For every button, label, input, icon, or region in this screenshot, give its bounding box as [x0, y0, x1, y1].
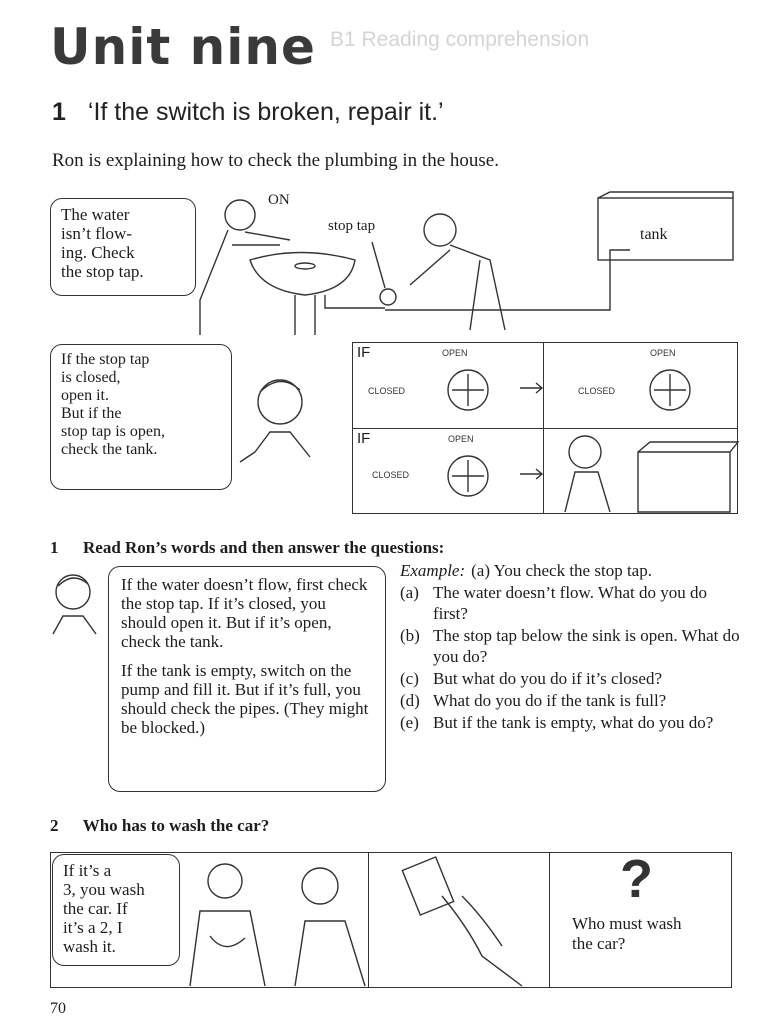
open-label-1: OPEN: [442, 348, 468, 358]
scene1-speech-bubble: The water isn’t flow- ing. Check the stop tap.: [50, 198, 196, 296]
question-row: [400, 625, 740, 667]
section-heading: ‘If the switch is broken, repair it.’: [87, 98, 444, 126]
closed-label-3: CLOSED: [372, 470, 410, 480]
unit-title: Unit nine: [50, 18, 316, 76]
exercise2-people: [170, 856, 370, 986]
question-text: The water doesn’t flow. What do you do first?: [433, 583, 707, 623]
playing-card-hand: [372, 856, 542, 986]
example-label: Example:: [400, 561, 466, 580]
question-letter: (d): [400, 691, 420, 710]
section-title: [52, 98, 444, 127]
ron-small-portrait: [48, 566, 108, 636]
label-stop-tap: stop tap: [328, 218, 376, 234]
if-label-top: IF: [357, 344, 371, 361]
question-letter: (b): [400, 626, 420, 645]
scene2-speech-bubble: If the stop tap is closed, open it. But if the stop tap is open, check the tank.: [50, 344, 232, 490]
question-row: [400, 582, 740, 624]
closed-label-2: CLOSED: [578, 386, 616, 396]
question-text: The stop tap below the sink is open. What do you do?: [433, 626, 740, 666]
example-row: [400, 560, 740, 581]
exercise2-number: 2: [50, 816, 59, 835]
scene-stop-tap-logic: [50, 342, 740, 514]
example-text: (a) You check the stop tap.: [471, 561, 652, 580]
tap-diagrams: [50, 342, 740, 514]
exercise1-heading: [50, 538, 444, 558]
intro-text: Ron is explaining how to check the plumbing in the house.: [52, 150, 499, 171]
question-letter: (a): [400, 583, 419, 602]
exercise2-question: Who must wash the car?: [572, 914, 682, 953]
page-number: 70: [50, 1000, 66, 1017]
question-text: But what do you do if it’s closed?: [433, 669, 663, 688]
exercise1-title: Read Ron’s words and then answer the questions:: [83, 538, 445, 557]
label-tank: tank: [640, 226, 668, 243]
if-label-bottom: IF: [357, 430, 371, 447]
question-text: What do you do if the tank is full?: [433, 691, 667, 710]
question-list: [400, 560, 740, 734]
ron-paragraph-2: If the tank is empty, switch on the pump and fill it. But if it’s full, you should check the pipes. (They might be blocked.): [121, 661, 369, 737]
question-letter: (c): [400, 669, 419, 688]
open-label-2: OPEN: [650, 348, 676, 358]
question-text: But if the tank is empty, what do you do?: [433, 713, 714, 732]
exercise2-speech-bubble: If it’s a 3, you wash the car. If it’s a 2, I wash it.: [52, 854, 180, 966]
section-number: 1: [52, 98, 66, 126]
question-letter: (e): [400, 713, 419, 732]
open-label-3: OPEN: [448, 434, 474, 444]
scene-plumbing: [50, 190, 740, 340]
question-row: [400, 690, 740, 711]
exercise2-heading: [50, 816, 269, 836]
label-on: ON: [268, 192, 290, 208]
question-mark: ?: [620, 849, 653, 909]
ron-speech-bubble: [108, 566, 386, 792]
closed-label-1: CLOSED: [368, 386, 406, 396]
ghost-background-text: B1 Reading comprehension: [330, 28, 590, 51]
question-row: [400, 668, 740, 689]
exercise1-number: 1: [50, 538, 59, 557]
ron-paragraph-1: If the water doesn’t flow, first check the stop tap. If it’s closed, you should open it. But if it’s open, check the tank.: [121, 575, 368, 651]
question-row: [400, 712, 740, 733]
exercise2-title: Who has to wash the car?: [82, 816, 270, 835]
